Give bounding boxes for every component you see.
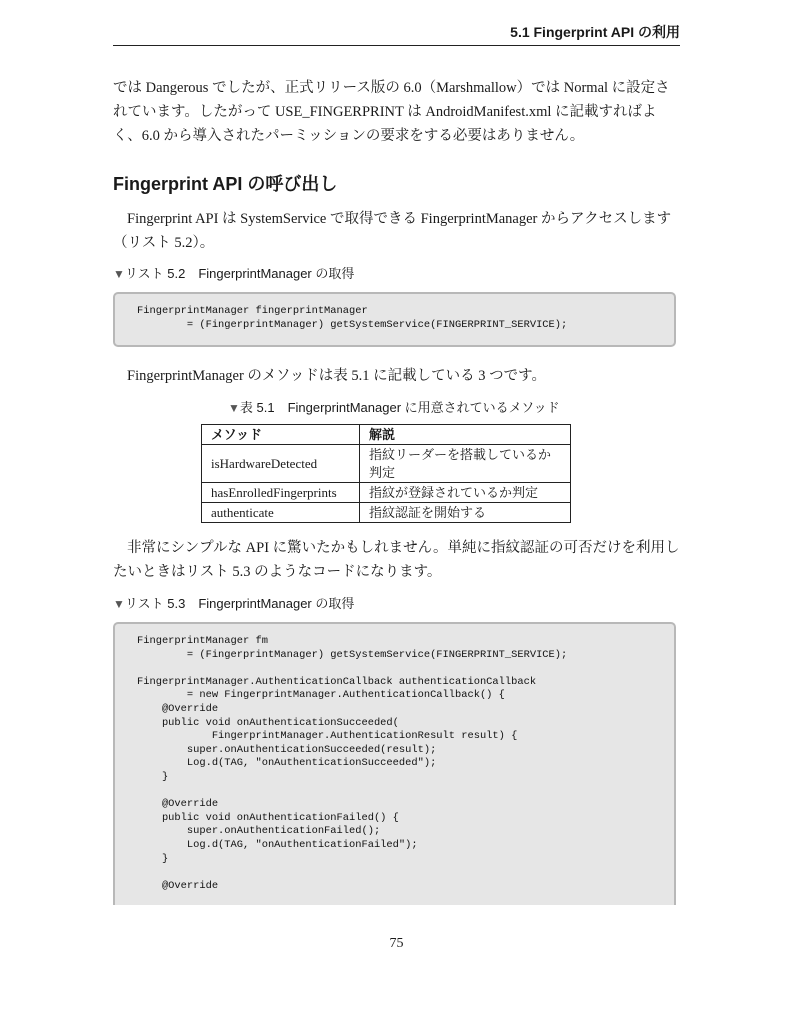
table-5-1-caption — [228, 399, 560, 417]
section-heading: Fingerprint API の呼び出し — [113, 174, 338, 194]
table-cell-description: 指紋リーダーを搭載しているか判定 — [360, 445, 571, 483]
table-row — [202, 503, 571, 523]
triangle-marker-icon: ▼ — [113, 267, 125, 281]
paragraph-access: Fingerprint API は SystemService で取得できる FingerprintManager からアクセスします（リスト 5.2）。 — [113, 211, 672, 251]
table-header-method: メソッド — [202, 425, 360, 445]
table-header-description: 解説 — [360, 425, 571, 445]
listing-5-3-caption — [113, 595, 354, 613]
table-cell-method: authenticate — [202, 503, 360, 523]
running-header — [113, 22, 680, 46]
section-title: 5.1 Fingerprint API の利用 — [510, 24, 680, 40]
table-cell-description: 指紋認証を開始する — [360, 503, 571, 523]
methods-table — [201, 424, 571, 523]
table-header-row — [202, 425, 571, 445]
table-cell-method: isHardwareDetected — [202, 445, 360, 483]
code-listing-5-2 — [113, 292, 676, 347]
table-cell-description: 指紋が登録されているか判定 — [360, 483, 571, 503]
table-row — [202, 483, 571, 503]
page-number: 75 — [389, 936, 404, 951]
table-row — [202, 445, 571, 483]
table-cell-method: hasEnrolledFingerprints — [202, 483, 360, 503]
triangle-marker-icon: ▼ — [228, 401, 240, 415]
code-listing-5-3 — [113, 622, 676, 905]
paragraph-simple-api: 非常にシンプルな API に驚いたかもしれません。単純に指紋認証の可否だけを利用したいときはリスト 5.3 のようなコードになります。 — [113, 540, 680, 580]
paragraph-intro: では Dangerous でしたが、正式リリース版の 6.0（Marshmallow）では Normal に設定されています。したがって USE_FINGERPRINT は AndroidManifest.xml に記載すればよく、6.0 から導入されたパーミッションの要求をする必要はありません。 — [113, 80, 670, 144]
code-listing-5-2-text: FingerprintManager fingerprintManager = (FingerprintManager) getSystemService(FINGERPRINT_SERVICE); — [137, 305, 568, 331]
listing-5-3-caption-text: リスト 5.3 FingerprintManager の取得 — [124, 596, 355, 611]
paragraph-methods: FingerprintManager のメソッドは表 5.1 に記載している 3 つです。 — [127, 368, 546, 384]
listing-5-2-caption — [113, 265, 354, 283]
listing-5-2-caption-text: リスト 5.2 FingerprintManager の取得 — [124, 266, 355, 281]
book-page — [113, 0, 680, 1024]
code-listing-5-3-text: FingerprintManager fm = (FingerprintManager) getSystemService(FINGERPRINT_SERVICE); FingerprintManager.AuthenticationCallback authenticationCallback = new FingerprintManager.AuthenticationCallback() { @Override public void onAuthenticationSucceeded( FingerprintManager.AuthenticationResult result) { super.onAuthenticationSucceeded(result); Log.d(TAG, "onAuthenticationSucceeded"); } @Override public void onAuthenticationFailed() { super.onAuthenticationFailed(); Log.d(TAG, "onAuthenticationFailed"); } @Override — [137, 635, 568, 892]
table-5-1-caption-text: 表 5.1 FingerprintManager に用意されているメソッド — [239, 400, 560, 415]
triangle-marker-icon: ▼ — [113, 597, 125, 611]
